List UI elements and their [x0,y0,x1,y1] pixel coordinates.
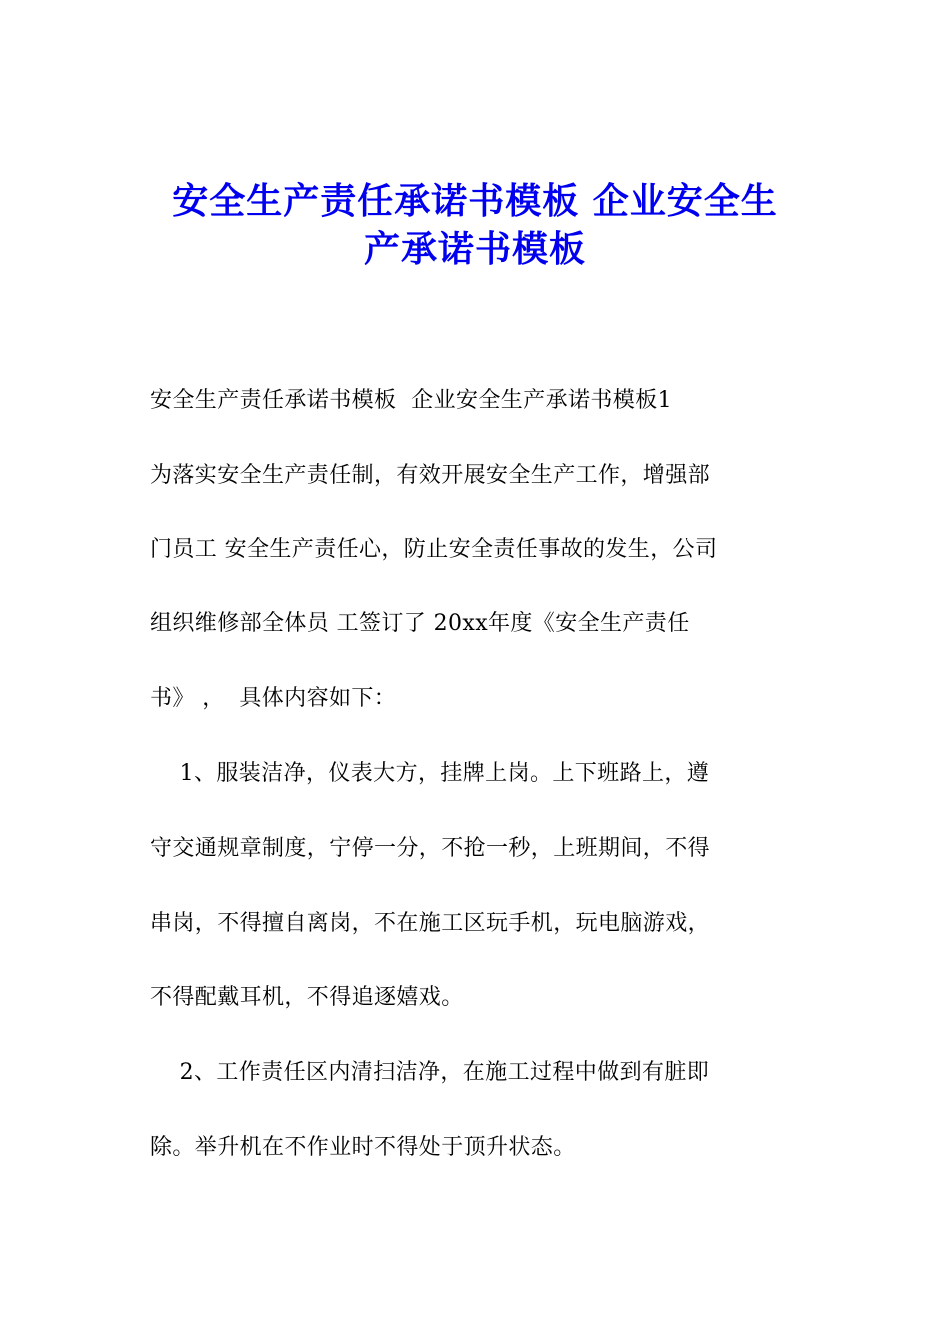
body-line: 书》 ， 具体内容如下： [150,686,397,711]
body-line: 2、工作责任区内清扫洁净，在施工过程中做到有脏即 [150,1060,710,1085]
body-line: 为落实安全生产责任制，有效开展安全生产工作，增强部 [150,463,711,488]
body-line: 组织维修部全体员 工签订了 20xx年度《安全生产责任 [150,611,690,636]
title-line-2: 产承诺书模板 [363,229,586,270]
body-line-heading: 安全生产责任承诺书模板 企业安全生产承诺书模板1 [150,388,672,413]
body-line: 串岗，不得擅自离岗，不在施工区玩手机，玩电脑游戏， [150,911,711,936]
body-line: 守交通规章制度，宁停一分，不抢一秒，上班期间，不得 [150,836,711,861]
title-line-1: 安全生产责任承诺书模板 企业安全生 [172,181,778,222]
document-title [140,178,810,274]
body-line: 除。举升机在不作业时不得处于顶升状态。 [150,1135,576,1160]
body-line: 门员工 安全生产责任心，防止安全责任事故的发生，公司 [150,537,718,562]
body-line: 1、服装洁净，仪表大方，挂牌上岗。上下班路上，遵 [150,761,710,786]
body-line: 不得配戴耳机，不得追逐嬉戏。 [150,985,464,1010]
